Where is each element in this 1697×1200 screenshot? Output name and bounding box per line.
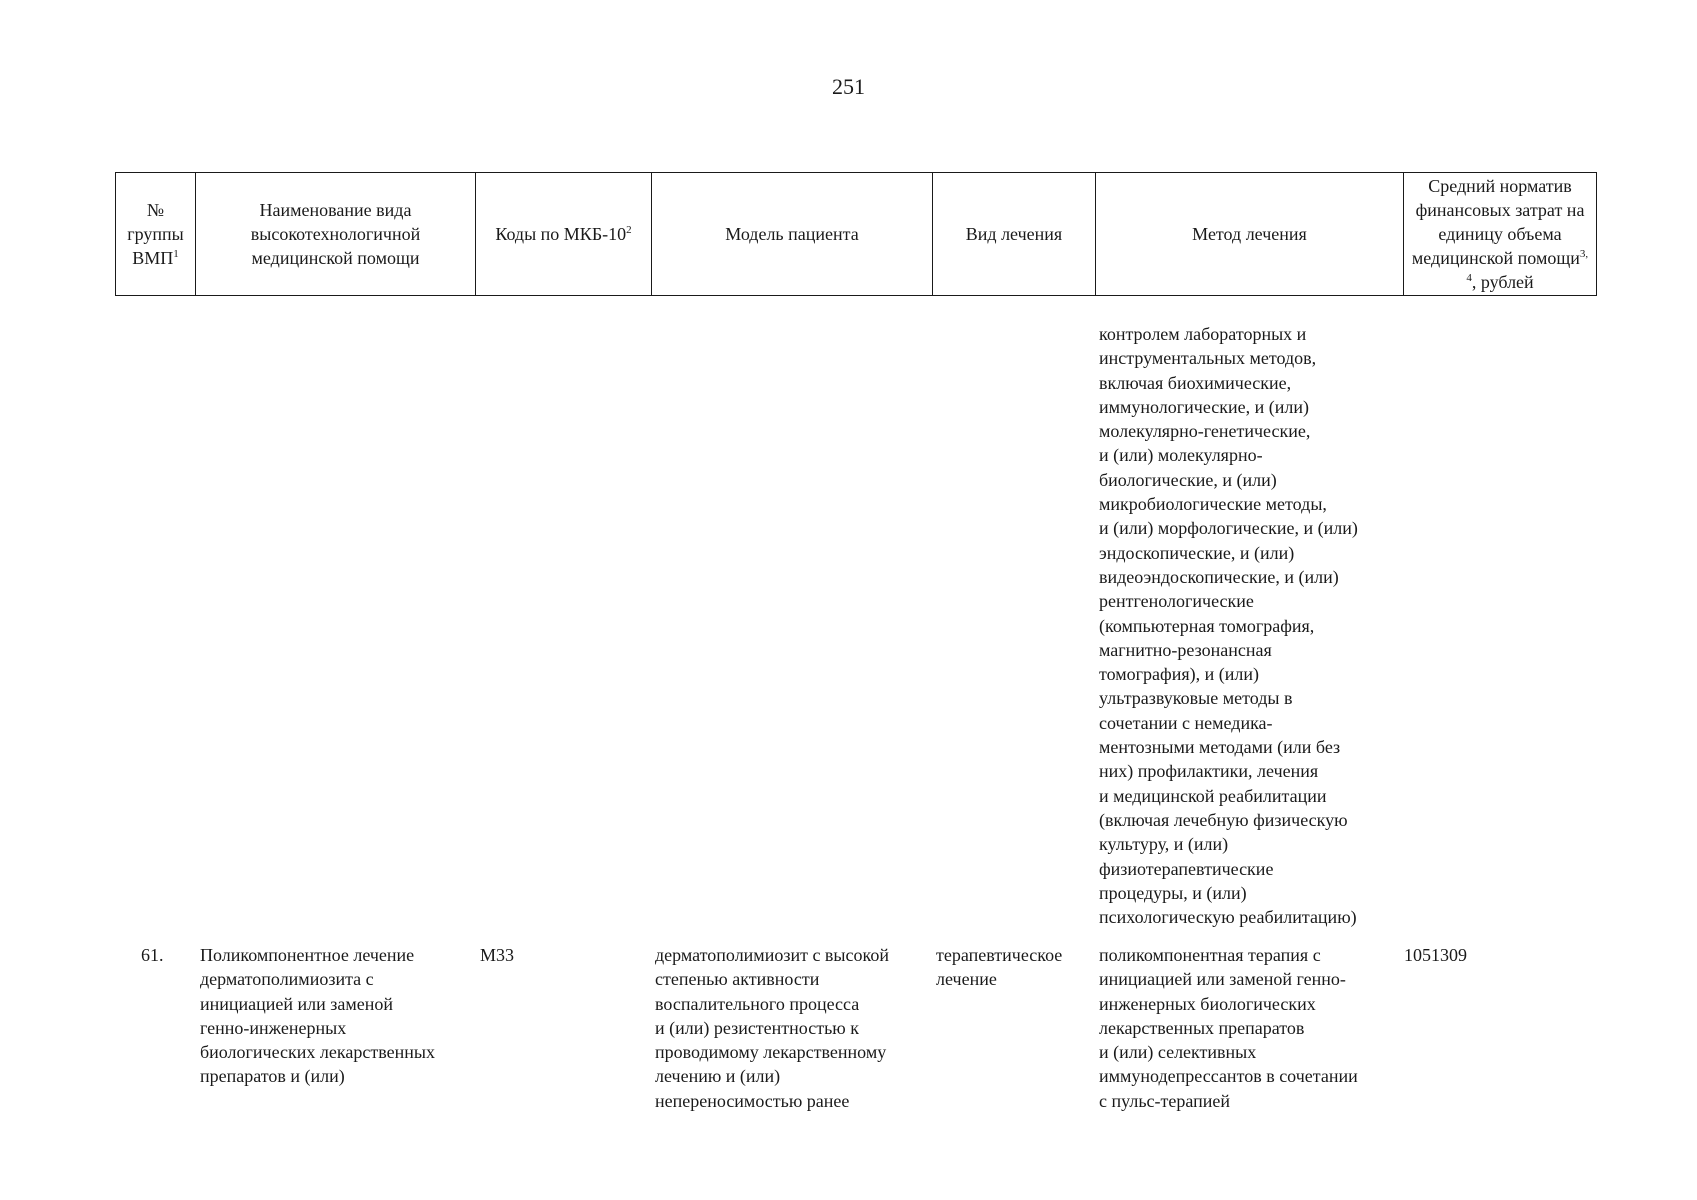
table-header bbox=[115, 172, 1597, 296]
header-treatment-type bbox=[933, 173, 1096, 296]
header-average-cost bbox=[1404, 173, 1597, 296]
header-group-number bbox=[116, 173, 196, 296]
footnote-ref-3-4: 3, 4 bbox=[1466, 248, 1589, 284]
header-patient-model bbox=[652, 173, 933, 296]
footnote-ref-1: 1 bbox=[173, 248, 179, 260]
footnote-ref-2: 2 bbox=[626, 224, 632, 236]
row-group-number: 61. bbox=[141, 945, 164, 965]
header-group-number-text: № группы ВМП bbox=[127, 200, 184, 268]
row-icd-codes: M33 bbox=[480, 945, 515, 965]
header-average-cost-unit: , рублей bbox=[1471, 272, 1534, 292]
row-average-cost: 1051309 bbox=[1404, 945, 1467, 965]
header-treatment-method-text: Метод лечения bbox=[1192, 224, 1307, 244]
header-care-type-name bbox=[196, 173, 476, 296]
header-care-type-name-text: Наименование вида высокотехнологичной медицинской помощи bbox=[250, 200, 421, 268]
page-number: 251 bbox=[832, 74, 865, 99]
row-treatment-method: поликомпонентная терапия с инициацией или заменой генно- инженерных биологических лекарственных препаратов и (или) селективных иммунодепрессантов в сочетании с пульс-терапией bbox=[1099, 945, 1358, 1111]
row-treatment-type: терапевтическое лечение bbox=[936, 945, 1063, 990]
header-treatment-type-text: Вид лечения bbox=[965, 224, 1063, 244]
continued-treatment-method: контролем лабораторных и инструментальных методов, включая биохимические, иммунологические, и (или) молекулярно-генетические, и (или) молекулярно- биологические, и (или) микробиологические методы, и (или) морфологические, и (или) эндоскопические, и (или) видеоэндоскопические, и (или) рентгенологические (компьютерная томография, магнитно-резонансная томография), и (или) ультразвуковые методы в сочетании с немедика- ментозными методами (или без них) профилактики, лечения и медицинской реабилитации (включая лечебную физическую культуру, и (или) физиотерапевтические процедуры, и (или) психологическую реабилитацию) bbox=[1099, 324, 1358, 928]
header-icd-codes-text: Коды по МКБ-10 bbox=[495, 224, 627, 244]
header-patient-model-text: Модель пациента bbox=[725, 224, 859, 244]
row-patient-model: дерматополимиозит с высокой степенью активности воспалительного процесса и (или) резистентностью к проводимому лекарственному лечению и (или) непереносимостью ранее bbox=[655, 945, 889, 1111]
row-care-type-name: Поликомпонентное лечение дерматополимиозита с инициацией или заменой генно-инженерных биологических лекарственных препаратов и (или) bbox=[200, 945, 435, 1087]
header-average-cost-text: Средний норматив финансовых затрат на единицу объема медицинской помощи bbox=[1411, 176, 1585, 268]
header-icd-codes bbox=[476, 173, 652, 296]
header-treatment-method bbox=[1096, 173, 1404, 296]
